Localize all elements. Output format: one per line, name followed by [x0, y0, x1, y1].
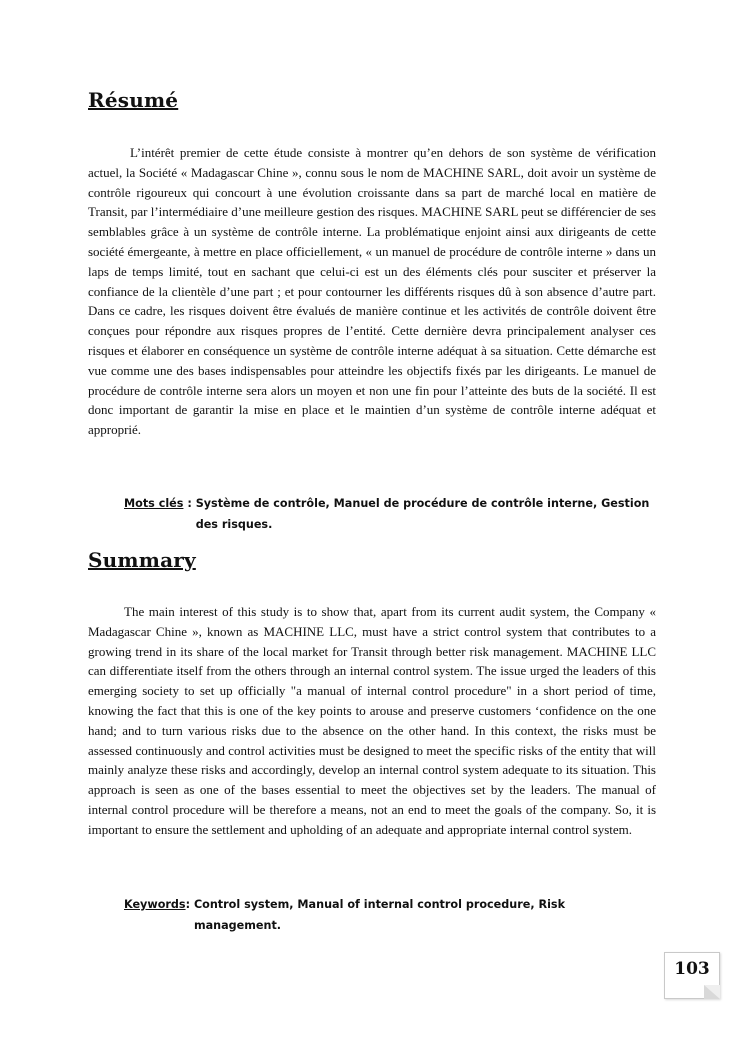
- resume-heading: Résumé: [88, 88, 179, 112]
- page-curl-decoration: [704, 985, 720, 999]
- summary-keywords-label: Keywords: [124, 898, 186, 911]
- summary-keywords-text: Control system, Manual of internal control procedure, Risk management.: [193, 898, 566, 932]
- summary-keywords: [124, 894, 656, 936]
- resume-keywords-text: Système de contrôle, Manuel de procédure de contrôle interne, Gestion des risques.: [195, 497, 650, 531]
- resume-keywords-label: Mots clés: [124, 497, 184, 510]
- resume-keywords-separator: :: [183, 497, 196, 510]
- resume-paragraph: L’intérêt premier de cette étude consiste à montrer qu’en dehors de son système de vérification actuel, la Société « Madagascar Chine », connu sous le nom de MACHINE SARL, doit avoir un système de contrôle rigoureux qui concourt à une évolution croissante dans sa part de marché local en matière de Transit, par l’intermédiaire d’une meilleure gestion des risques. MACHINE SARL peut se différencier de ses semblables grâce à un système de contrôle interne. La problématique enjoint ainsi aux dirigeants de cette société émergeante, à mettre en place officiellement, « un manuel de procédure de contrôle interne » dans un laps de temps limité, tout en sachant que celui-ci est un des éléments clés pour susciter et préserver la confiance de la clientèle d’une part ; et pour contourner les différents risques dû à son absence d’autre part. Dans ce cadre, les risques doivent être évalués de manière continue et les activités de contrôle doivent être conçues pour répondre aux risques propres de l’entité. Cette dernière devra principalement analyser ces risques et élaborer en conséquence un système de contrôle interne adéquat à sa situation. Cette démarche est vue comme une des bases indispensables pour atteindre les objectifs fixés par les dirigeants. Le manuel de procédure de contrôle interne sera alors un moyen et non une fin pour l’atteinte des buts de la société. Il est donc important de garantir la mise en place et le maintien d’un système de contrôle interne adéquat et approprié.: [88, 145, 656, 438]
- summary-paragraph: The main interest of this study is to show that, apart from its current audit system, the Company « Madagascar Chine », known as MACHINE LLC, must have a strict control system that contributes to a growing trend in its share of the local market for Transit through better risk management. MACHINE LLC can differentiate itself from the others through an internal control system. The issue urged the leaders of this emerging society to set up officially "a manual of internal control procedure" in a short period of time, knowing the fact that this is one of the key points to arouse and preserve customers ‘confidence on the one hand; and to turn various risks due to the absence on the other hand. In this context, the risks must be assessed continuously and control activities must be designed to meet the specific risks of the entity that will mainly analyze these risks and accordingly, develop an internal control system adequate to its situation. This approach is seen as one of the bases essential to meet the objectives set by the leaders. The manual of internal control procedure will be therefore a means, not an end to meet the goals of the company. So, it is important to ensure the settlement and upholding of an adequate and appropriate internal control system.: [88, 604, 656, 837]
- page-number-box: [664, 952, 720, 999]
- summary-heading: Summary: [88, 548, 196, 572]
- resume-keywords: [124, 493, 656, 535]
- page-number: 103: [674, 959, 710, 979]
- summary-keywords-separator: :: [185, 898, 194, 911]
